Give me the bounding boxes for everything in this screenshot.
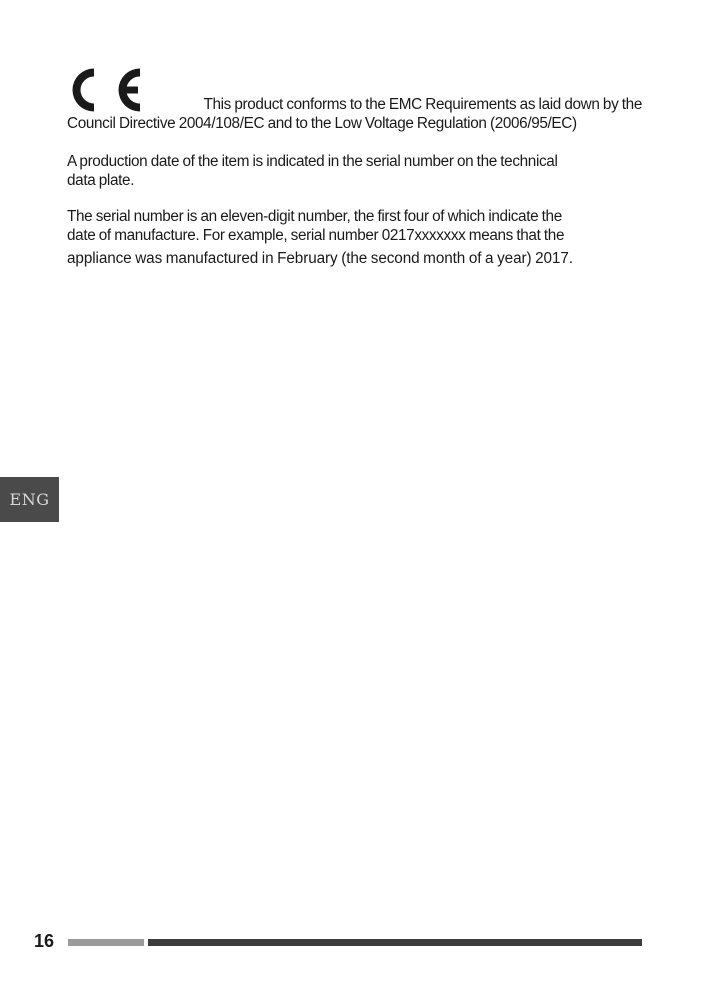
ce-text-line-1: This product conforms to the EMC Requirements as laid down by the — [203, 96, 642, 113]
page-content — [67, 66, 642, 268]
serial-number-line-2: date of manufacture. For example, serial number 0217xxxxxxx means that the — [67, 227, 565, 244]
page-number: 16 — [34, 931, 55, 951]
production-date-line-2: data plate. — [67, 172, 135, 189]
production-date-paragraph — [67, 152, 642, 190]
serial-number-paragraph — [67, 207, 642, 268]
ce-text-line-2: Council Directive 2004/108/EC and to the Low Voltage Regulation (2006/95/EC) — [67, 115, 577, 132]
page-footer — [34, 930, 644, 952]
production-date-line-1: A production date of the item is indicated in the serial number on the technical — [67, 153, 558, 170]
language-tab — [0, 477, 59, 522]
serial-number-line-1: The serial number is an eleven-digit number, the first four of which indicate the — [67, 208, 562, 225]
serial-number-line-3: appliance was manufactured in February (the second month of a year) 2017. — [67, 250, 573, 267]
footer-bar-light — [68, 939, 144, 946]
ce-row — [67, 66, 642, 114]
footer-bar-dark — [148, 939, 642, 946]
ce-mark-icon — [67, 66, 143, 114]
ce-conformity-paragraph — [67, 66, 642, 134]
language-tab-label: ENG — [9, 490, 50, 509]
